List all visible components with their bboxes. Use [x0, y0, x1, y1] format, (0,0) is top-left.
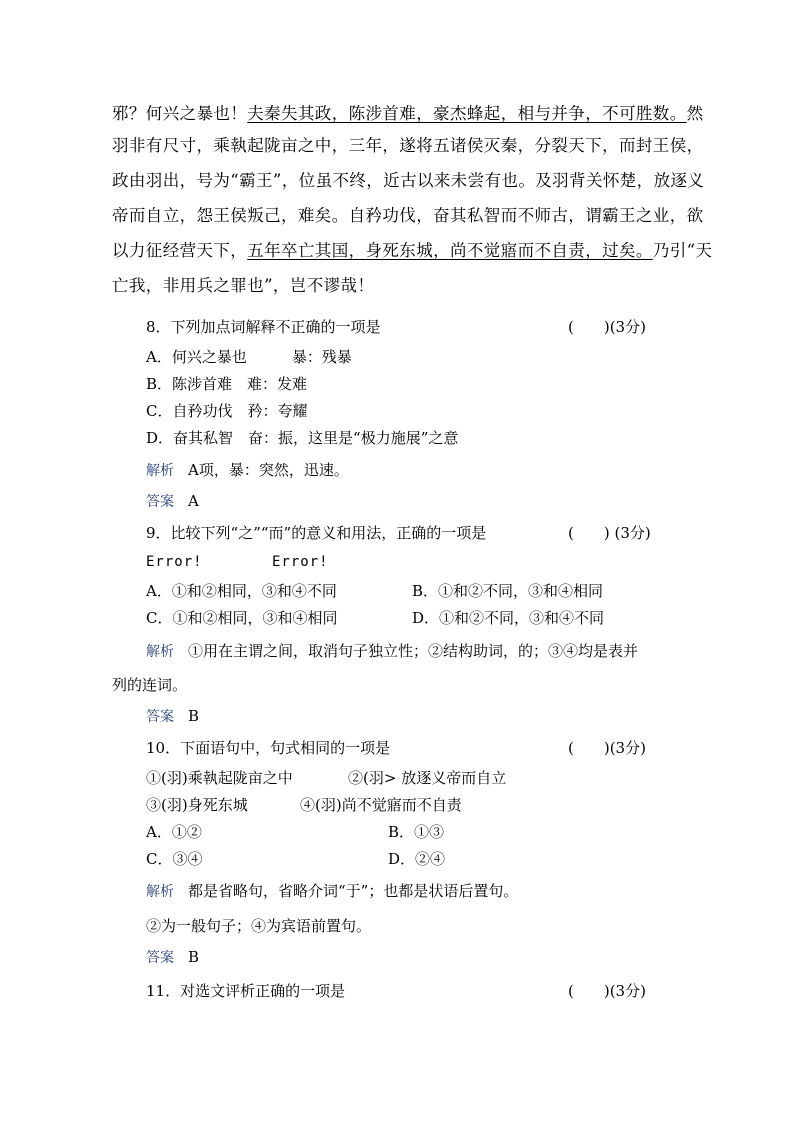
- analysis-text: A项，暴：突然，迅速。: [188, 461, 349, 479]
- analysis-label: 解析: [146, 463, 174, 479]
- passage-line-1: [112, 100, 704, 124]
- question-8-option-b: B．陈涉首难 难：发难: [146, 375, 308, 393]
- question-9-analysis-continued: 列的连词。: [112, 676, 188, 694]
- question-8-option-a: A．何兴之暴也 暴：残暴: [146, 348, 352, 366]
- passage-line-6: 亡我，非用兵之罪也”，岂不谬哉！: [112, 276, 375, 295]
- analysis-label: 解析: [146, 644, 174, 660]
- passage-text: 以力征经营天下，: [112, 241, 248, 260]
- question-9-stem: 9．比较下列“之”“而”的意义和用法，正确的一项是: [146, 524, 487, 542]
- answer-value: B: [188, 707, 200, 725]
- question-8-answer: [146, 491, 199, 511]
- question-10-sentence-3: ③(羽)身死东城: [146, 796, 248, 814]
- error-placeholder-1: Error!: [146, 554, 203, 570]
- question-9-option-c: C．①和②相同，③和④相同: [146, 609, 338, 627]
- analysis-label: 解析: [146, 884, 174, 900]
- analysis-text: ①用在主谓之间，取消句子独立性；②结构助词，的；③④均是表并: [188, 642, 639, 660]
- question-10-option-d: D．②④: [388, 850, 446, 868]
- question-9-answer: [146, 706, 199, 726]
- passage-text: 乃引“天: [652, 241, 713, 260]
- answer-label: 答案: [146, 950, 174, 966]
- passage-underlined-text: 五年卒亡其国，身死东城，尚不觉寤而不自责，过矣。: [247, 241, 653, 260]
- question-9-option-d: D．①和②不同，③和④不同: [412, 609, 605, 627]
- question-10-option-b: B．①③: [388, 823, 445, 841]
- answer-label: 答案: [146, 494, 174, 510]
- question-9-analysis: [146, 640, 638, 661]
- passage-line-5: [112, 237, 712, 261]
- passage-text: 邪？何兴之暴也！: [112, 104, 248, 123]
- question-8-option-d: D．奋其私智 奋：振，这里是“极力施展”之意: [146, 429, 459, 447]
- passage-text: 然: [686, 104, 704, 123]
- question-11-stem: 11．对选文评析正确的一项是: [146, 982, 346, 1000]
- answer-value: A: [188, 492, 199, 510]
- question-9-option-b: B．①和②不同，③和④相同: [412, 582, 604, 600]
- question-10-analysis: [146, 880, 518, 901]
- error-placeholder-2: Error!: [272, 554, 329, 570]
- question-10-sentence-1: ①(羽)乘執起陇亩之中: [146, 769, 293, 787]
- question-10-sentence-4: ④(羽)尚不觉寤而不自责: [300, 796, 462, 814]
- question-8-option-c: C．自矜功伐 矜：夸耀: [146, 402, 308, 420]
- question-10-analysis-continued: ②为一般句子；④为宾语前置句。: [146, 917, 372, 935]
- question-8-analysis: [146, 459, 349, 480]
- question-11-score: ( )(3分): [568, 982, 646, 1000]
- analysis-text: 都是省略句，省略介词“于”；也都是状语后置句。: [188, 882, 519, 900]
- question-8-score: ( )(3分): [568, 318, 646, 336]
- question-10-option-a: A．①②: [146, 823, 202, 841]
- passage-line-2: 羽非有尺寸，乘執起陇亩之中，三年，遂将五诸侯灭秦，分裂天下，而封王侯，: [112, 136, 704, 155]
- question-10-sentence-2: ②(羽> 放逐义帝而自立: [348, 769, 507, 787]
- passage-line-4: 帝而自立，怨王侯叛己，难矣。自矜功伐，奋其私智而不师古，谓霸王之业，欲: [112, 206, 704, 225]
- question-10-stem: 10．下面语句中，句式相同的一项是: [146, 739, 391, 757]
- passage-line-3: 政由羽出，号为“霸王”，位虽不终，近古以来未尝有也。及羽背关怀楚，放逐义: [112, 171, 705, 190]
- question-10-score: ( )(3分): [568, 739, 646, 757]
- question-10-option-c: C．③④: [146, 850, 203, 868]
- question-9-score: ( ) (3分): [568, 524, 651, 542]
- answer-label: 答案: [146, 709, 174, 725]
- question-8-stem: 8．下列加点词解释不正确的一项是: [146, 318, 381, 336]
- answer-value: B: [188, 948, 200, 966]
- question-9-option-a: A．①和②相同，③和④不同: [146, 582, 337, 600]
- passage-underlined-text: 夫秦失其政，陈涉首难，豪杰蜂起，相与并争，不可胜数。: [247, 104, 687, 123]
- question-10-answer: [146, 947, 199, 967]
